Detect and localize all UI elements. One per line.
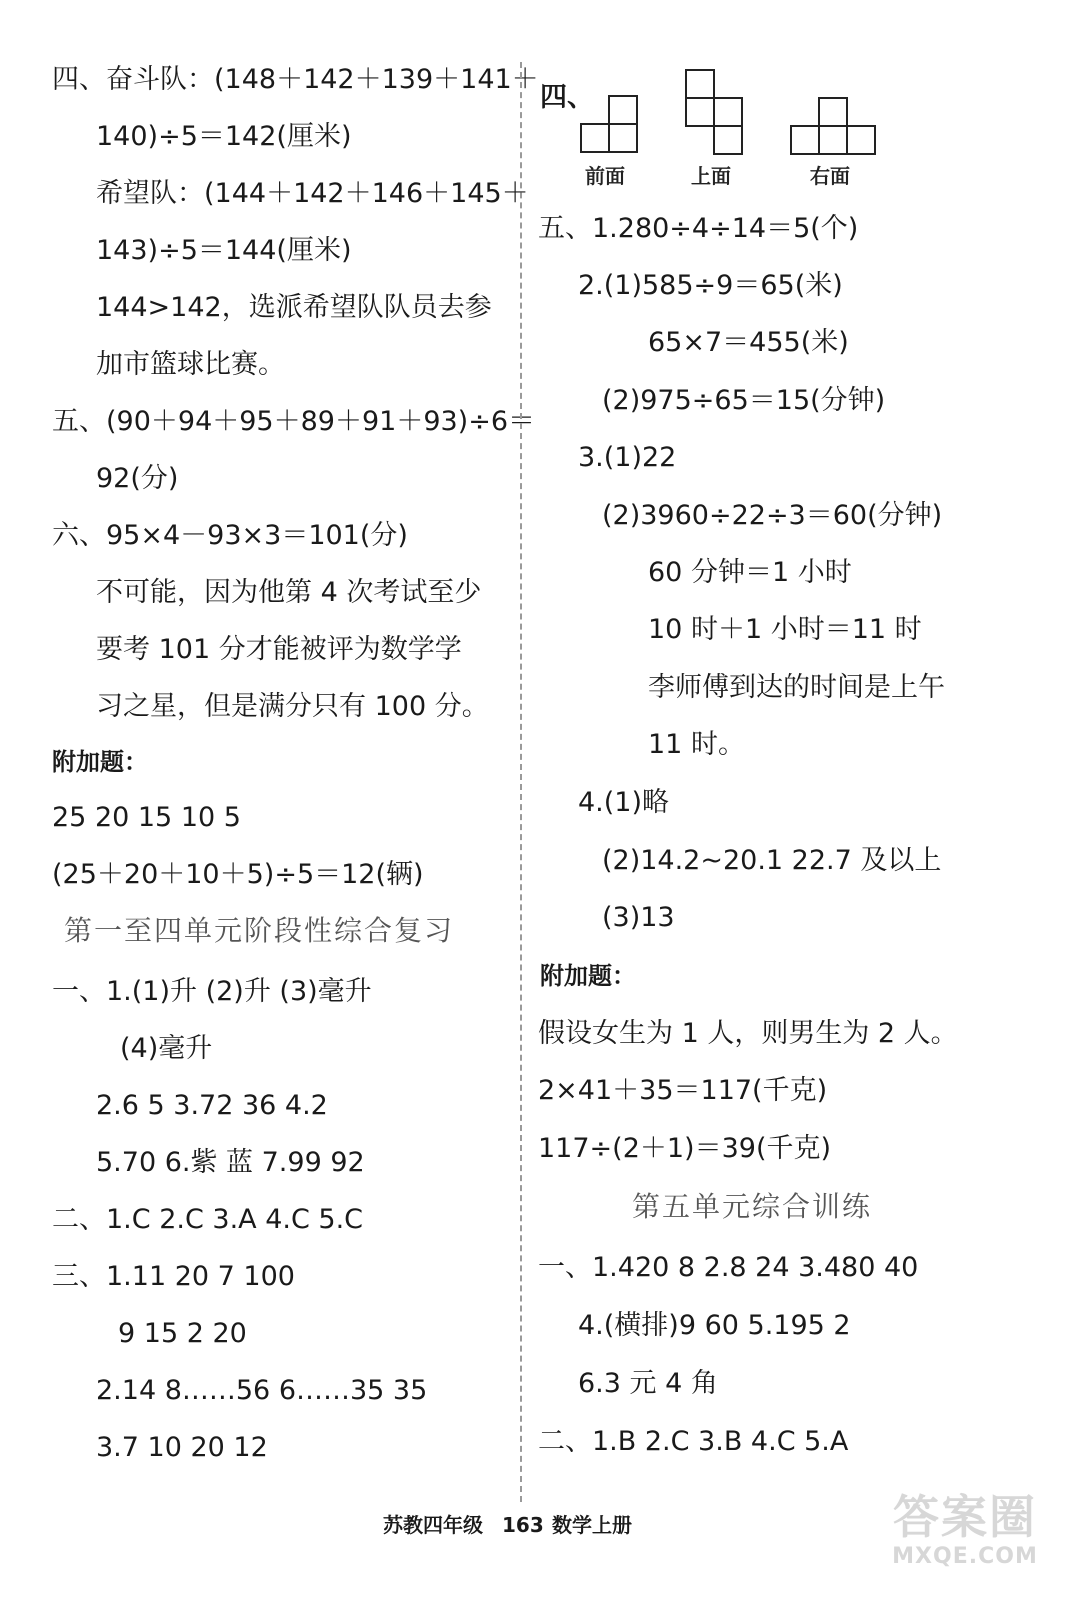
answer-line: (2)3960÷22÷3＝60(分钟) xyxy=(602,500,943,531)
answer-line: 四、奋斗队：(148＋142＋139＋141＋ xyxy=(52,64,539,95)
answer-line: 117÷(2＋1)＝39(千克) xyxy=(538,1133,832,1164)
answer-line: 六、95×4－93×3＝101(分) xyxy=(52,520,408,551)
answer-line: 二、1.C 2.C 3.A 4.C 5.C xyxy=(52,1204,364,1235)
answer-line: 2×41＋35＝117(千克) xyxy=(538,1075,828,1106)
answer-line: 三、1.11 20 7 100 xyxy=(52,1261,295,1292)
answer-line: 143)÷5＝144(厘米) xyxy=(96,235,352,266)
answer-line: 2.6 5 3.72 36 4.2 xyxy=(96,1090,328,1121)
answer-line: (2)975÷65＝15(分钟) xyxy=(602,385,886,416)
right-view-shape xyxy=(791,98,875,154)
answer-line: 希望队：(144＋142＋146＋145＋ xyxy=(96,178,529,209)
view-label-top: 上面 xyxy=(691,164,731,188)
answer-line: 一、1.(1)升 (2)升 (3)毫升 xyxy=(52,976,372,1007)
answer-line: 李师傅到达的时间是上午 xyxy=(648,672,945,703)
answer-line: 65×7＝455(米) xyxy=(648,327,849,358)
front-view-shape xyxy=(581,96,637,152)
watermark-logo xyxy=(880,1490,1050,1590)
answer-line: 加市篮球比赛。 xyxy=(96,349,285,380)
answer-line: 二、1.B 2.C 3.B 4.C 5.A xyxy=(538,1426,849,1457)
answer-line: 25 20 15 10 5 xyxy=(52,802,241,833)
watermark-title: 答案圈 xyxy=(893,1490,1037,1544)
answer-line: (2)14.2~20.1 22.7 及以上 xyxy=(602,845,942,876)
answer-line: 60 分钟＝1 小时 xyxy=(648,557,852,588)
footer-grade: 苏教四年级 xyxy=(383,1513,483,1537)
watermark-url: MXQE.COM xyxy=(892,1544,1038,1569)
answer-line: 要考 101 分才能被评为数学学 xyxy=(96,634,462,665)
answer-line: 144>142，选派希望队队员去参 xyxy=(96,292,492,323)
answer-line: 一、1.420 8 2.8 24 3.480 40 xyxy=(538,1252,919,1283)
answer-line: 6.3 元 4 角 xyxy=(578,1368,718,1399)
answer-line: 3.7 10 20 12 xyxy=(96,1432,268,1463)
figure-prefix: 四、 xyxy=(540,82,594,113)
answer-line: 2.14 8……56 6……35 35 xyxy=(96,1375,428,1406)
top-view-shape xyxy=(686,70,742,154)
answer-line: (4)毫升 xyxy=(120,1033,213,1064)
answer-line: 92(分) xyxy=(96,463,179,494)
answer-line: 5.70 6.紫 蓝 7.99 92 xyxy=(96,1147,365,1178)
section-title: 第一至四单元阶段性综合复习 xyxy=(64,914,455,947)
answer-line: 4.(横排)9 60 5.195 2 xyxy=(578,1310,851,1341)
answer-line: 11 时。 xyxy=(648,729,745,760)
answer-line: 3.(1)22 xyxy=(578,442,677,473)
section-title: 第五单元综合训练 xyxy=(632,1190,873,1223)
answer-line: 假设女生为 1 人，则男生为 2 人。 xyxy=(538,1018,958,1049)
answer-line: 2.(1)585÷9＝65(米) xyxy=(578,270,843,301)
footer-page-number: 163 xyxy=(502,1513,544,1537)
answer-line: 五、(90＋94＋95＋89＋91＋93)÷6＝ xyxy=(52,406,536,437)
answer-line: 五、1.280÷4÷14＝5(个) xyxy=(538,213,859,244)
answer-line: 不可能，因为他第 4 次考试至少 xyxy=(96,577,482,608)
view-label-front: 前面 xyxy=(585,164,625,188)
answer-line: (3)13 xyxy=(602,902,675,933)
answer-line: (25＋20＋10＋5)÷5＝12(辆) xyxy=(52,859,424,890)
answer-line: 9 15 2 20 xyxy=(118,1318,247,1349)
column-divider xyxy=(520,62,522,1502)
answer-line: 4.(1)略 xyxy=(578,787,670,818)
bonus-heading: 附加题： xyxy=(540,962,636,990)
answer-line: 习之星，但是满分只有 100 分。 xyxy=(96,691,489,722)
answer-line: 140)÷5＝142(厘米) xyxy=(96,121,352,152)
answer-line: 10 时＋1 小时＝11 时 xyxy=(648,614,922,645)
view-label-right: 右面 xyxy=(810,164,850,188)
bonus-heading: 附加题： xyxy=(52,748,148,776)
three-view-figure xyxy=(570,60,890,160)
footer-book: 数学上册 xyxy=(552,1513,632,1537)
